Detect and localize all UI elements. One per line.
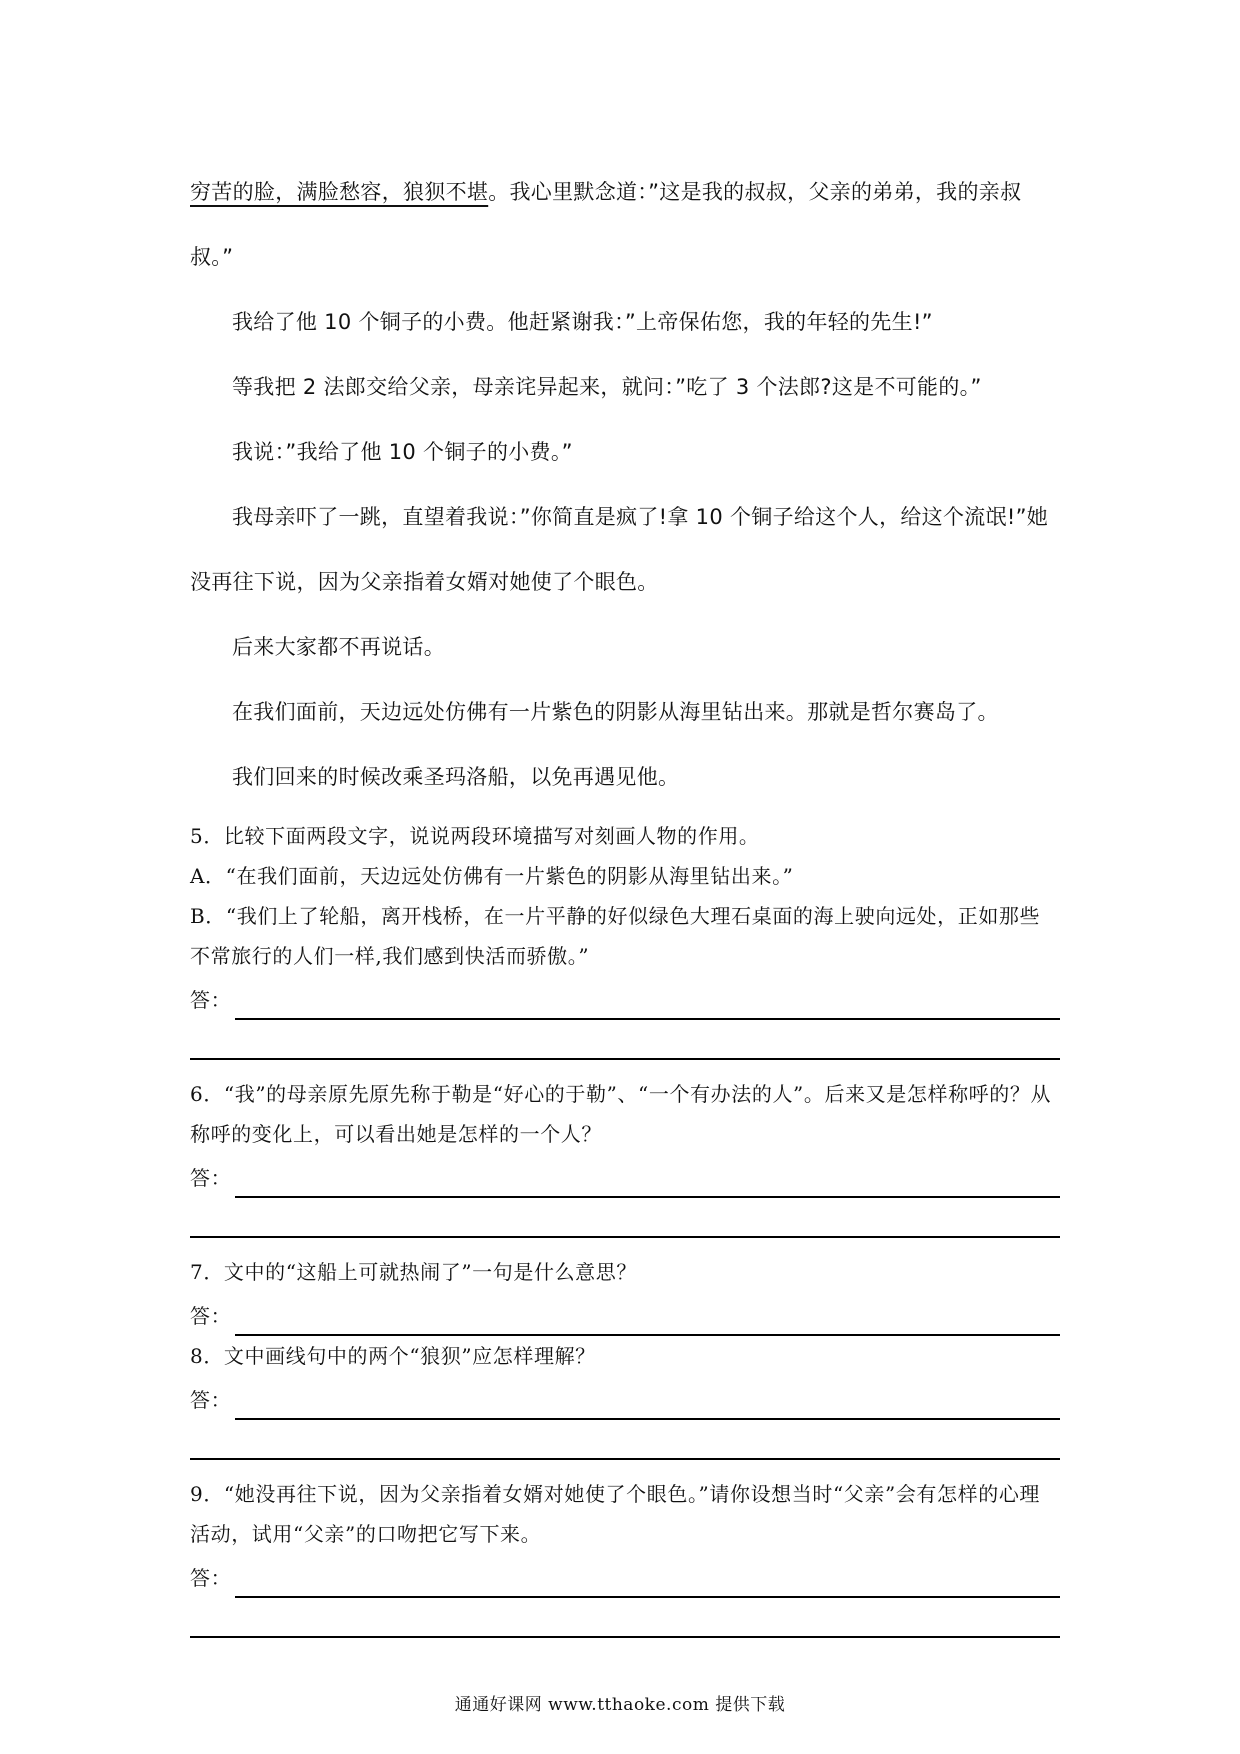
question-9: 9．“她没再往下说，因为父亲指着女婿对她使了个眼色。”请你设想当时“父亲”会有怎样的心理活动，试用“父亲”的口吻把它写下来。 <box>190 1482 1041 1546</box>
spacer <box>190 1240 1060 1252</box>
question-6: 6．“我”的母亲原先原先称于勒是“好心的于勒”、“一个有办法的人”。后来又是怎样称呼的？从称呼的变化上，可以看出她是怎样的一个人？ <box>190 1082 1052 1146</box>
passage-paragraph-7: 在我们面前，天边远处仿佛有一片紫色的阴影从海里钻出来。那就是哲尔赛岛了。 <box>232 700 999 724</box>
spacer <box>190 1062 1060 1074</box>
answer-label: 答： <box>190 988 232 1012</box>
spacer <box>190 1462 1060 1474</box>
underlined-sentence: 穷苦的脸，满脸愁容，狼狈不堪 <box>190 180 489 204</box>
question-5: 5．比较下面两段文字，说说两段环境描写对刻画人物的作用。 <box>190 824 760 848</box>
passage-paragraph-3: 等我把 2 法郎交给父亲，母亲诧异起来，就问：”吃了 3 个法郎?这是不可能的。” <box>232 375 982 399</box>
answer-label: 答： <box>190 1388 232 1412</box>
page-footer: 通通好课网 www.tthaoke.com 提供下载 <box>454 1695 786 1715</box>
answer-line <box>235 1166 1060 1198</box>
answer-line <box>235 1388 1060 1420</box>
answer-label: 答： <box>190 1566 232 1590</box>
answer-label: 答： <box>190 1304 232 1328</box>
answer-line-extra <box>190 1598 1060 1638</box>
passage-paragraph-1 <box>190 160 1060 290</box>
passage-paragraph-5: 我母亲吓了一跳，直望着我说：”你简直是疯了!拿 10 个铜子给这个人，给这个流氓!”她没再往下说，因为父亲指着女婿对她使了个眼色。 <box>190 505 1049 594</box>
answer-line <box>235 988 1060 1020</box>
answer-line <box>235 1566 1060 1598</box>
answer-line-extra <box>190 1420 1060 1460</box>
question-5-option-b: B．“我们上了轮船，离开栈桥，在一片平静的好似绿色大理石桌面的海上驶向远处，正如那些不常旅行的人们一样,我们感到快活而骄傲。” <box>190 904 1041 968</box>
answer-label: 答： <box>190 1166 232 1190</box>
passage-paragraph-6: 后来大家都不再说话。 <box>232 635 445 659</box>
answer-row-9 <box>190 1554 1060 1598</box>
answer-line <box>235 1304 1060 1336</box>
passage-paragraph-2: 我给了他 10 个铜子的小费。他赶紧谢我：”上帝保佑您，我的年轻的先生!” <box>232 310 933 334</box>
answer-row-5 <box>190 976 1060 1020</box>
page-content <box>190 160 1060 1640</box>
passage-text: 。我心里默念道：”这是我的叔叔，父亲的弟弟，我的亲叔叔。” <box>190 180 1022 269</box>
questions-section <box>190 816 1060 1638</box>
answer-row-8 <box>190 1376 1060 1420</box>
answer-line-extra <box>190 1020 1060 1060</box>
answer-line-extra <box>190 1198 1060 1238</box>
passage-paragraph-4: 我说：”我给了他 10 个铜子的小费。” <box>232 440 573 464</box>
question-5-option-a: A．“在我们面前，天边远处仿佛有一片紫色的阴影从海里钻出来。” <box>190 864 794 888</box>
passage-paragraph-8: 我们回来的时候改乘圣玛洛船，以免再遇见他。 <box>232 765 680 789</box>
answer-row-6 <box>190 1154 1060 1198</box>
question-7: 7．文中的“这船上可就热闹了”一句是什么意思？ <box>190 1260 637 1284</box>
question-8: 8．文中画线句中的两个“狼狈”应怎样理解？ <box>190 1344 596 1368</box>
answer-row-7 <box>190 1292 1060 1336</box>
